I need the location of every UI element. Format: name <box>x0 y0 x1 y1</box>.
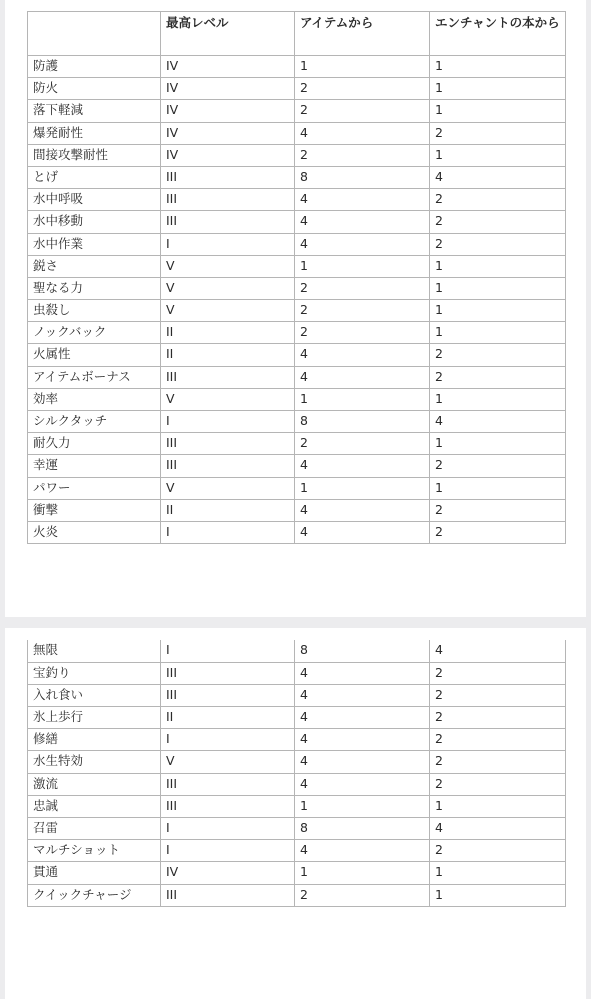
max-level-cell: III <box>161 884 295 906</box>
enchantment-name-cell: シルクタッチ <box>28 411 161 433</box>
enchantment-name-cell: 聖なる力 <box>28 277 161 299</box>
from-book-cell: 2 <box>430 707 566 729</box>
from-book-cell: 2 <box>430 684 566 706</box>
max-level-cell: V <box>161 477 295 499</box>
table-row <box>28 211 566 233</box>
from-item-cell: 4 <box>295 751 430 773</box>
from-item-cell: 1 <box>295 56 430 78</box>
from-item-cell: 1 <box>295 862 430 884</box>
enchantment-name-cell: 効率 <box>28 388 161 410</box>
from-book-cell: 4 <box>430 818 566 840</box>
max-level-cell: I <box>161 818 295 840</box>
table-row <box>28 233 566 255</box>
max-level-cell: III <box>161 366 295 388</box>
from-item-cell: 4 <box>295 499 430 521</box>
from-book-cell: 1 <box>430 56 566 78</box>
from-item-cell: 2 <box>295 884 430 906</box>
from-book-cell: 4 <box>430 166 566 188</box>
max-level-cell: V <box>161 388 295 410</box>
max-level-cell: III <box>161 166 295 188</box>
from-item-cell: 1 <box>295 795 430 817</box>
enchantment-name-cell: ノックバック <box>28 322 161 344</box>
from-item-cell: 2 <box>295 100 430 122</box>
header-enchantment <box>28 12 161 56</box>
max-level-cell: II <box>161 322 295 344</box>
max-level-cell: IV <box>161 56 295 78</box>
enchantment-name-cell: クイックチャージ <box>28 884 161 906</box>
max-level-cell: III <box>161 189 295 211</box>
from-book-cell: 1 <box>430 322 566 344</box>
max-level-cell: III <box>161 795 295 817</box>
max-level-cell: III <box>161 662 295 684</box>
from-item-cell: 4 <box>295 662 430 684</box>
from-book-cell: 2 <box>430 773 566 795</box>
max-level-cell: I <box>161 640 295 662</box>
table-row <box>28 78 566 100</box>
enchantment-name-cell: 召雷 <box>28 818 161 840</box>
from-item-cell: 2 <box>295 300 430 322</box>
table-row <box>28 388 566 410</box>
enchantment-name-cell: 宝釣り <box>28 662 161 684</box>
from-item-cell: 4 <box>295 211 430 233</box>
from-book-cell: 2 <box>430 521 566 543</box>
from-book-cell: 2 <box>430 751 566 773</box>
enchantment-name-cell: 激流 <box>28 773 161 795</box>
max-level-cell: V <box>161 751 295 773</box>
max-level-cell: II <box>161 344 295 366</box>
max-level-cell: I <box>161 729 295 751</box>
table-row <box>28 433 566 455</box>
enchantment-name-cell: 衝撃 <box>28 499 161 521</box>
max-level-cell: III <box>161 433 295 455</box>
max-level-cell: I <box>161 521 295 543</box>
max-level-cell: II <box>161 499 295 521</box>
from-item-cell: 4 <box>295 773 430 795</box>
enchantment-name-cell: 鋭さ <box>28 255 161 277</box>
table-row <box>28 499 566 521</box>
enchantment-name-cell: 水中移動 <box>28 211 161 233</box>
table-row <box>28 707 566 729</box>
from-item-cell: 8 <box>295 166 430 188</box>
from-item-cell: 1 <box>295 388 430 410</box>
enchantment-table-part-1 <box>27 11 566 544</box>
table-row <box>28 300 566 322</box>
enchantment-name-cell: 修繕 <box>28 729 161 751</box>
table-row <box>28 684 566 706</box>
from-item-cell: 4 <box>295 189 430 211</box>
enchantment-name-cell: 水生特効 <box>28 751 161 773</box>
from-item-cell: 8 <box>295 818 430 840</box>
max-level-cell: V <box>161 277 295 299</box>
from-item-cell: 4 <box>295 233 430 255</box>
from-item-cell: 2 <box>295 144 430 166</box>
from-item-cell: 4 <box>295 521 430 543</box>
from-book-cell: 1 <box>430 862 566 884</box>
table-header-row <box>28 12 566 56</box>
table-row <box>28 477 566 499</box>
table-row <box>28 166 566 188</box>
table-row <box>28 277 566 299</box>
from-book-cell: 1 <box>430 477 566 499</box>
table-row <box>28 840 566 862</box>
enchantment-name-cell: 貫通 <box>28 862 161 884</box>
from-book-cell: 2 <box>430 366 566 388</box>
table-row <box>28 144 566 166</box>
table-body-2 <box>28 640 566 906</box>
table-row <box>28 521 566 543</box>
from-book-cell: 2 <box>430 729 566 751</box>
from-item-cell: 2 <box>295 433 430 455</box>
max-level-cell: I <box>161 411 295 433</box>
enchantment-name-cell: マルチショット <box>28 840 161 862</box>
enchantment-name-cell: 忠誠 <box>28 795 161 817</box>
from-item-cell: 8 <box>295 640 430 662</box>
table-row <box>28 122 566 144</box>
enchantment-name-cell: 防火 <box>28 78 161 100</box>
from-book-cell: 2 <box>430 211 566 233</box>
from-item-cell: 2 <box>295 277 430 299</box>
from-book-cell: 2 <box>430 662 566 684</box>
table-row <box>28 640 566 662</box>
from-item-cell: 4 <box>295 684 430 706</box>
table-row <box>28 411 566 433</box>
table-row <box>28 862 566 884</box>
table-row <box>28 751 566 773</box>
header-from-book: エンチャントの本から <box>430 12 566 56</box>
max-level-cell: III <box>161 211 295 233</box>
from-book-cell: 1 <box>430 388 566 410</box>
from-item-cell: 4 <box>295 707 430 729</box>
table-row <box>28 662 566 684</box>
max-level-cell: I <box>161 840 295 862</box>
from-book-cell: 1 <box>430 433 566 455</box>
table-row <box>28 795 566 817</box>
from-item-cell: 4 <box>295 455 430 477</box>
table-row <box>28 255 566 277</box>
from-item-cell: 2 <box>295 78 430 100</box>
from-item-cell: 2 <box>295 322 430 344</box>
enchantment-name-cell: 爆発耐性 <box>28 122 161 144</box>
from-book-cell: 1 <box>430 795 566 817</box>
enchantment-name-cell: とげ <box>28 166 161 188</box>
max-level-cell: II <box>161 707 295 729</box>
enchantment-name-cell: 氷上歩行 <box>28 707 161 729</box>
enchantment-name-cell: 虫殺し <box>28 300 161 322</box>
enchantment-table-part-2 <box>27 640 566 907</box>
enchantment-name-cell: 耐久力 <box>28 433 161 455</box>
table-row <box>28 344 566 366</box>
max-level-cell: V <box>161 300 295 322</box>
max-level-cell: IV <box>161 862 295 884</box>
from-book-cell: 1 <box>430 78 566 100</box>
table-row <box>28 56 566 78</box>
from-book-cell: 1 <box>430 884 566 906</box>
document-page-2 <box>5 628 586 999</box>
enchantment-name-cell: 火炎 <box>28 521 161 543</box>
enchantment-name-cell: パワー <box>28 477 161 499</box>
from-book-cell: 2 <box>430 455 566 477</box>
table-row <box>28 322 566 344</box>
table-row <box>28 729 566 751</box>
max-level-cell: IV <box>161 144 295 166</box>
table-row <box>28 366 566 388</box>
enchantment-name-cell: 火属性 <box>28 344 161 366</box>
from-book-cell: 1 <box>430 255 566 277</box>
max-level-cell: V <box>161 255 295 277</box>
from-item-cell: 4 <box>295 366 430 388</box>
from-item-cell: 1 <box>295 477 430 499</box>
max-level-cell: I <box>161 233 295 255</box>
from-book-cell: 2 <box>430 233 566 255</box>
from-item-cell: 4 <box>295 344 430 366</box>
max-level-cell: III <box>161 455 295 477</box>
enchantment-name-cell: 防護 <box>28 56 161 78</box>
from-item-cell: 4 <box>295 122 430 144</box>
header-from-item: アイテムから <box>295 12 430 56</box>
table-body-1 <box>28 56 566 544</box>
max-level-cell: IV <box>161 122 295 144</box>
table-row <box>28 455 566 477</box>
from-book-cell: 2 <box>430 189 566 211</box>
from-item-cell: 4 <box>295 840 430 862</box>
from-book-cell: 1 <box>430 277 566 299</box>
from-book-cell: 4 <box>430 411 566 433</box>
enchantment-name-cell: 水中作業 <box>28 233 161 255</box>
from-item-cell: 1 <box>295 255 430 277</box>
from-book-cell: 1 <box>430 100 566 122</box>
from-item-cell: 8 <box>295 411 430 433</box>
table-row <box>28 884 566 906</box>
enchantment-name-cell: 入れ食い <box>28 684 161 706</box>
enchantment-name-cell: 幸運 <box>28 455 161 477</box>
from-book-cell: 4 <box>430 640 566 662</box>
from-book-cell: 2 <box>430 840 566 862</box>
max-level-cell: IV <box>161 78 295 100</box>
header-max-level: 最高レベル <box>161 12 295 56</box>
enchantment-name-cell: アイテムボーナス <box>28 366 161 388</box>
max-level-cell: IV <box>161 100 295 122</box>
from-book-cell: 1 <box>430 144 566 166</box>
enchantment-name-cell: 落下軽減 <box>28 100 161 122</box>
enchantment-name-cell: 無限 <box>28 640 161 662</box>
enchantment-name-cell: 水中呼吸 <box>28 189 161 211</box>
from-book-cell: 2 <box>430 122 566 144</box>
from-book-cell: 2 <box>430 499 566 521</box>
table-row <box>28 100 566 122</box>
max-level-cell: III <box>161 684 295 706</box>
from-book-cell: 1 <box>430 300 566 322</box>
document-page-1 <box>5 0 586 617</box>
enchantment-name-cell: 間接攻撃耐性 <box>28 144 161 166</box>
from-item-cell: 4 <box>295 729 430 751</box>
table-row <box>28 818 566 840</box>
table-row <box>28 773 566 795</box>
max-level-cell: III <box>161 773 295 795</box>
table-row <box>28 189 566 211</box>
from-book-cell: 2 <box>430 344 566 366</box>
